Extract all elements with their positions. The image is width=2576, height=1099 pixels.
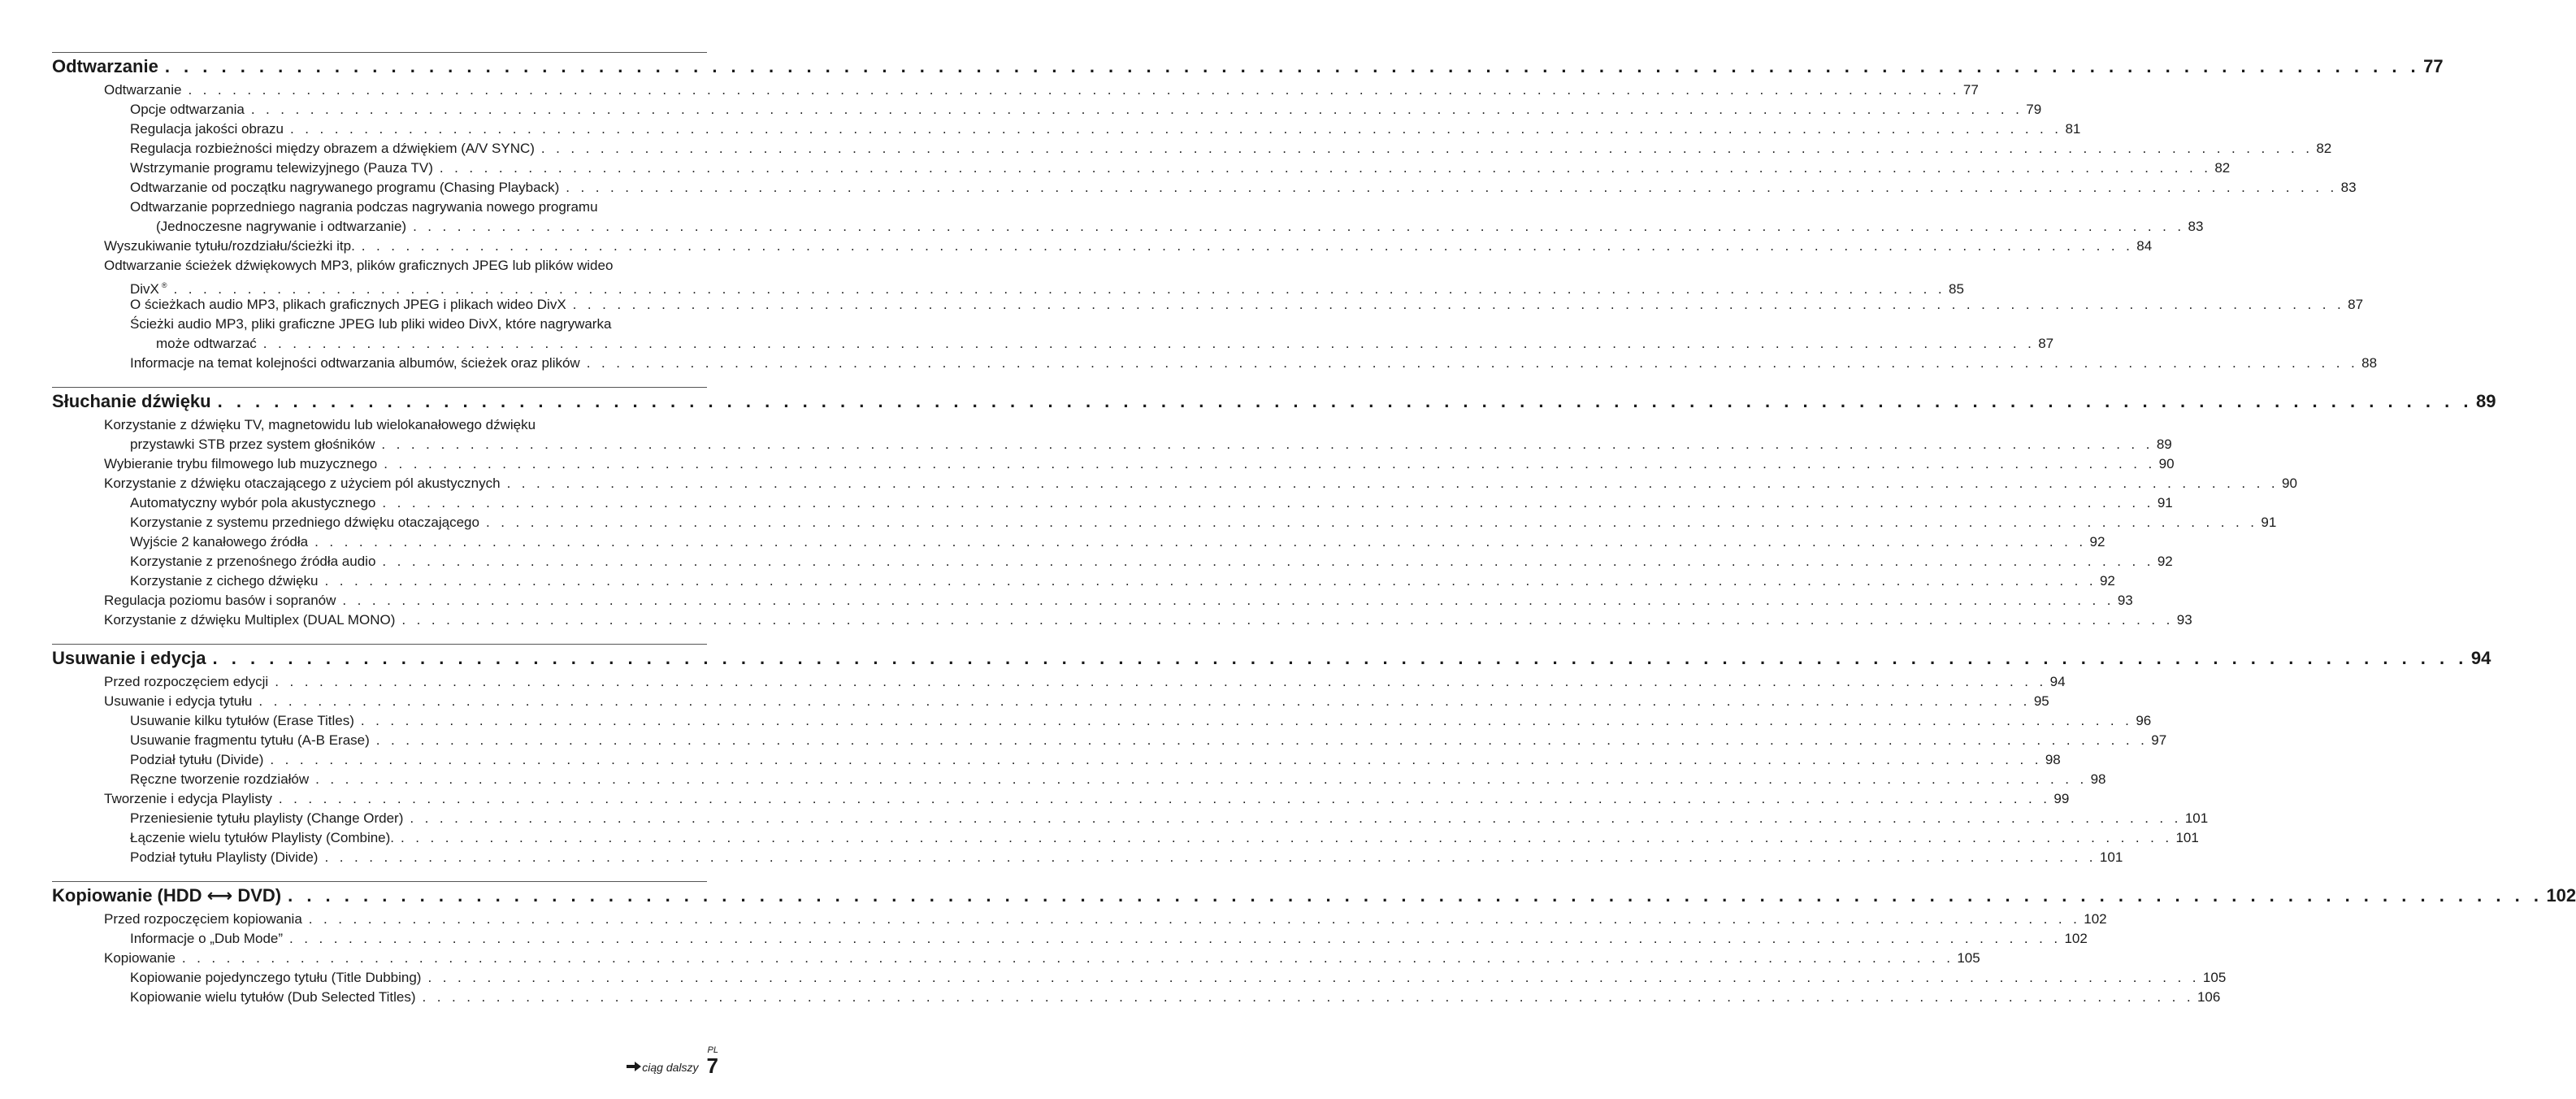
dot-leader: . . . . . . . . . . . . . . . . . . . . . . . . . . . . . . . . . . . . . . . . . . . . . . . . . . . . . . . . . . . . . . . . . . . . . . . . . . . . . . . . . . . . . . . . . . . . . . . . . . . . . . . . . . . . . . . . . . . . . . . .	[382, 554, 2154, 569]
entry-page-number: 83	[2340, 180, 2357, 195]
entry-text: Ścieżki audio MP3, pliki graficzne JPEG lub pliki wideo DivX, które nagrywarka	[130, 316, 612, 332]
toc-entry[interactable]	[52, 474, 2297, 493]
section-title: Usuwanie i edycja	[52, 648, 206, 668]
dot-leader: . . . . . . . . . . . . . . . . . . . . . . . . . . . . . . . . . . . . . . . . . . . . . . . . . . . . . . . . . . . . . . . . . . . . . . . . . . . . . . . . . . . . . . . . . . . . . . . . . . . . . . . . . . . . . . . . . . . . . . . .	[288, 885, 2543, 906]
entry-title	[104, 415, 536, 435]
dot-leader: . . . . . . . . . . . . . . . . . . . . . . . . . . . . . . . . . . . . . . . . . . . . . . . . . . . . . . . . . . . . . . . . . . . . . . . . . . . . . . . . . . . . . . . . . . . . . . . . . . . . . . . . . . . . . . . . . . . . . . . .	[164, 56, 2421, 76]
entry-title	[130, 731, 370, 750]
entry-text: Korzystanie z dźwięku Multiplex (DUAL MONO)	[104, 612, 396, 628]
section-page-number: 102	[2546, 885, 2576, 906]
entry-text: Korzystanie z cichego dźwięku	[130, 573, 319, 589]
entry-page-number: 87	[2038, 336, 2054, 351]
toc-entry[interactable]	[52, 968, 2227, 988]
entry-page-number: 87	[2348, 297, 2364, 312]
entry-page-number: 85	[1948, 281, 1964, 297]
entry-text: Automatyczny wybór pola akustycznego	[130, 495, 376, 510]
entry-page-number: 77	[1962, 82, 1979, 98]
dot-leader: . . . . . . . . . . . . . . . . . . . . . . . . . . . . . . . . . . . . . . . . . . . . . . . . . . . . . . . . . . . . . . . . . . . . . . . . . . . . . . . . . . . . . . . . . . . . . . . . . . . . . . . . . . . . . . . . . . . . . . . .	[324, 573, 2097, 589]
entry-title	[130, 178, 559, 198]
toc-entry[interactable]	[52, 454, 2175, 474]
toc-entry[interactable]	[52, 770, 2106, 789]
toc-entry[interactable]	[52, 809, 2209, 828]
toc-entry[interactable]	[52, 256, 707, 276]
entry-text: Podział tytułu (Divide)	[130, 752, 264, 767]
entry-text: może odtwarzać	[156, 336, 257, 351]
toc-entry[interactable]	[52, 591, 2133, 610]
toc-entry[interactable]	[52, 198, 707, 217]
entry-page-number: 88	[2361, 355, 2378, 371]
entry-text: Podział tytułu Playlisty (Divide)	[130, 849, 319, 865]
entry-text: Ręczne tworzenie rozdziałów	[130, 771, 310, 787]
entry-text: O ścieżkach audio MP3, plikach graficznych JPEG i plikach wideo DivX	[130, 297, 566, 312]
entry-page-number: 101	[2099, 849, 2123, 865]
entry-page-number: 98	[2045, 752, 2061, 767]
entry-text: Opcje odtwarzania	[130, 102, 245, 117]
entry-text: Wyszukiwanie tytułu/rozdziału/ścieżki itp.	[104, 238, 355, 254]
entry-page-number: 93	[2117, 593, 2133, 608]
entry-title	[130, 435, 375, 454]
section-page-number: 89	[2475, 391, 2496, 411]
toc-entry[interactable]	[52, 119, 2081, 139]
dot-leader: . . . . . . . . . . . . . . . . . . . . . . . . . . . . . . . . . . . . . . . . . . . . . . . . . . . . . . . . . . . . . . . . . . . . . . . . . . . . . . . . . . . . . . . . . . . . . . . . . . . . . . . . . . . . . . . . . . . . . . . .	[361, 238, 2134, 254]
entry-text: Usuwanie kilku tytułów (Erase Titles)	[130, 713, 354, 728]
dot-leader: . . . . . . . . . . . . . . . . . . . . . . . . . . . . . . . . . . . . . . . . . . . . . . . . . . . . . . . . . . . . . . . . . . . . . . . . . . . . . . . . . . . . . . . . . . . . . . . . . . . . . . . . . . . . . . . . . . . . . . . .	[278, 791, 2051, 806]
entry-page-number: 98	[2090, 771, 2106, 787]
entry-title	[104, 910, 302, 929]
arrow-right-icon	[627, 1061, 641, 1074]
entry-text: Kopiowanie wielu tytułów (Dub Selected Titles)	[130, 989, 416, 1005]
dot-leader: . . . . . . . . . . . . . . . . . . . . . . . . . . . . . . . . . . . . . . . . . . . . . . . . . . . . . . . . . . . . . . . . . . . . . . . . . . . . . . . . . . . . . . . . . . . . . . . . . . . . . . . . . . . . . . . . . . . . . . . .	[181, 950, 1954, 966]
entry-title	[130, 198, 598, 217]
entry-text: przystawki STB przez system głośników	[130, 437, 375, 452]
dot-leader: . . . . . . . . . . . . . . . . . . . . . . . . . . . . . . . . . . . . . . . . . . . . . . . . . . . . . . . . . . . . . . . . . . . . . . . . . . . . . . . . . . . . . . . . . . . . . . . . . . . . . . . . . . . . . . . . . . . . . . . .	[506, 476, 2279, 491]
entry-title	[130, 848, 318, 867]
dot-leader: . . . . . . . . . . . . . . . . . . . . . . . . . . . . . . . . . . . . . . . . . . . . . . . . . . . . . . . . . . . . . . . . . . . . . . . . . . . . . . . . . . . . . . . . . . . . . . . . . . . . . . . . . . . . . . . . . . . . . . . .	[275, 674, 2047, 689]
dot-leader: . . . . . . . . . . . . . . . . . . . . . . . . . . . . . . . . . . . . . . . . . . . . . . . . . . . . . . . . . . . . . . . . . . . . . . . . . . . . . . . . . . . . . . . . . . . . . . . . . . . . . . . . . . . . . . . . . . . . . . . .	[270, 752, 2042, 767]
entry-page-number: 83	[2188, 219, 2204, 234]
toc-entry[interactable]	[52, 315, 707, 334]
entry-text: Wyjście 2 kanałowego źródła	[130, 534, 309, 550]
toc-section	[52, 387, 2496, 644]
dot-leader: . . . . . . . . . . . . . . . . . . . . . . . . . . . . . . . . . . . . . . . . . . . . . . . . . . . . . . . . . . . . . . . . . . . . . . . . . . . . . . . . . . . . . . . . . . . . . . . . . . . . . . . . . . . . . . . . . . . . . . . .	[401, 830, 2173, 845]
toc-entry[interactable]	[52, 828, 2199, 848]
entry-title	[104, 949, 176, 968]
entry-page-number: 105	[2202, 970, 2227, 985]
entry-page-number: 81	[2065, 121, 2081, 137]
table-of-contents	[52, 52, 2576, 1021]
dot-leader: . . . . . . . . . . . . . . . . . . . . . . . . . . . . . . . . . . . . . . . . . . . . . . . . . . . . . . . . . . . . . . . . . . . . . . . . . . . . . . . . . . . . . . . . . . . . . . . . . . . . . . . . . . . . . . . . . . . . . . . .	[262, 336, 2036, 351]
entry-title	[130, 139, 535, 159]
toc-entry[interactable]	[52, 692, 2049, 711]
entry-text: Korzystanie z dźwięku TV, magnetowidu lub wielokanałowego dźwięku	[104, 417, 536, 432]
entry-title	[130, 750, 263, 770]
toc-entry[interactable]	[52, 295, 2364, 315]
toc-section	[52, 52, 2444, 387]
entry-title	[130, 929, 283, 949]
entry-title	[130, 828, 394, 848]
entry-page-number: 95	[2033, 693, 2049, 709]
entry-text: Korzystanie z systemu przedniego dźwięku otaczającego	[130, 515, 479, 530]
toc-entry[interactable]	[52, 532, 2105, 552]
toc-entry[interactable]	[52, 334, 2054, 354]
entry-title	[130, 770, 309, 789]
dot-leader: . . . . . . . . . . . . . . . . . . . . . . . . . . . . . . . . . . . . . . . . . . . . . . . . . . . . . . . . . . . . . . . . . . . . . . . . . . . . . . . . . . . . . . . . . . . . . . . . . . . . . . . . . . . . . . . . . . . . . . . .	[485, 515, 2258, 530]
entry-text: Regulacja jakości obrazu	[130, 121, 284, 137]
toc-entry[interactable]	[52, 237, 2153, 256]
entry-page-number: 82	[2214, 160, 2231, 176]
section-heading[interactable]	[52, 645, 2491, 672]
entry-text: Regulacja rozbieżności między obrazem a dźwiękiem (A/V SYNC)	[130, 141, 535, 156]
entry-title	[130, 159, 433, 178]
dot-leader: . . . . . . . . . . . . . . . . . . . . . . . . . . . . . . . . . . . . . . . . . . . . . . . . . . . . . . . . . . . . . . . . . . . . . . . . . . . . . . . . . . . . . . . . . . . . . . . . . . . . . . . . . . . . . . . . . . . . . . . .	[250, 102, 2023, 117]
entry-text: (Jednoczesne nagrywanie i odtwarzanie)	[156, 219, 407, 234]
entry-title	[130, 315, 611, 334]
entry-page-number: 101	[2175, 830, 2199, 845]
entry-title	[104, 80, 181, 100]
entry-title	[130, 295, 566, 315]
toc-entry[interactable]	[52, 354, 2378, 373]
entry-page-number: 90	[2282, 476, 2297, 491]
entry-page-number: 89	[2156, 437, 2172, 452]
page-footer	[627, 1045, 718, 1076]
toc-entry[interactable]	[52, 610, 2192, 630]
dot-leader: . . . . . . . . . . . . . . . . . . . . . . . . . . . . . . . . . . . . . . . . . . . . . . . . . . . . . . . . . . . . . . . . . . . . . . . . . . . . . . . . . . . . . . . . . . . . . . . . . . . . . . . . . . . . . . . . . . . . . . . .	[384, 456, 2156, 471]
dot-leader: . . . . . . . . . . . . . . . . . . . . . . . . . . . . . . . . . . . . . . . . . . . . . . . . . . . . . . . . . . . . . . . . . . . . . . . . . . . . . . . . . . . . . . . . . . . . . . . . . . . . . . . . . . . . . . . . . . . . . . . .	[439, 160, 2212, 176]
entry-title	[156, 217, 406, 237]
toc-entry[interactable]	[52, 711, 2152, 731]
toc-entry[interactable]	[52, 415, 707, 435]
entry-text: Usuwanie fragmentu tytułu (A-B Erase)	[130, 732, 370, 748]
language-code: PL	[707, 1045, 718, 1055]
entry-page-number: 96	[2136, 713, 2152, 728]
registered-mark: ®	[161, 281, 167, 289]
entry-page-number: 82	[2316, 141, 2332, 156]
dot-leader: . . . . . . . . . . . . . . . . . . . . . . . . . . . . . . . . . . . . . . . . . . . . . . . . . . . . . . . . . . . . . . . . . . . . . . . . . . . . . . . . . . . . . . . . . . . . . . . . . . . . . . . . . . . . . . . . . . . . . . . .	[410, 810, 2182, 826]
section-title: Kopiowanie (HDD ⟷ DVD)	[52, 885, 282, 906]
entry-title	[104, 672, 268, 692]
entry-page-number: 90	[2158, 456, 2175, 471]
toc-section	[52, 644, 2491, 881]
entry-page-number: 79	[2026, 102, 2042, 117]
toc-entry[interactable]	[52, 672, 2066, 692]
entry-title	[130, 988, 416, 1007]
entry-text: DivX	[130, 281, 159, 297]
toc-entry[interactable]	[52, 929, 2088, 949]
entry-text: Kopiowanie	[104, 950, 176, 966]
dot-leader: . . . . . . . . . . . . . . . . . . . . . . . . . . . . . . . . . . . . . . . . . . . . . . . . . . . . . . . . . . . . . . . . . . . . . . . . . . . . . . . . . . . . . . . . . . . . . . . . . . . . . . . . . . . . . . . . . . . . . . . .	[401, 612, 2174, 628]
entry-text: Wstrzymanie programu telewizyjnego (Pauza TV)	[130, 160, 433, 176]
toc-entry[interactable]	[52, 848, 2123, 867]
section-heading[interactable]	[52, 53, 2444, 80]
toc-entry[interactable]	[52, 139, 2332, 159]
dot-leader: . . . . . . . . . . . . . . . . . . . . . . . . . . . . . . . . . . . . . . . . . . . . . . . . . . . . . . . . . . . . . . . . . . . . . . . . . . . . . . . . . . . . . . . . . . . . . . . . . . . . . . . . . . . . . . . . . . . . . . . .	[290, 121, 2062, 137]
toc-entry[interactable]	[52, 80, 1979, 100]
dot-leader: . . . . . . . . . . . . . . . . . . . . . . . . . . . . . . . . . . . . . . . . . . . . . . . . . . . . . . . . . . . . . . . . . . . . . . . . . . . . . . . . . . . . . . . . . . . . . . . . . . . . . . . . . . . . . . . . . . . . . . . .	[324, 849, 2097, 865]
entry-title	[130, 354, 580, 373]
section-heading[interactable]	[52, 882, 2576, 910]
entry-page-number: 101	[2184, 810, 2209, 826]
dot-leader: . . . . . . . . . . . . . . . . . . . . . . . . . . . . . . . . . . . . . . . . . . . . . . . . . . . . . . . . . . . . . . . . . . . . . . . . . . . . . . . . . . . . . . . . . . . . . . . . . . . . . . . . . . . . . . . . . . . . . . . .	[566, 180, 2338, 195]
toc-entry[interactable]	[52, 513, 2277, 532]
section-title: Słuchanie dźwięku	[52, 391, 211, 411]
entry-page-number: 99	[2053, 791, 2070, 806]
entry-title	[130, 100, 245, 119]
entry-text: Przeniesienie tytułu playlisty (Change Order)	[130, 810, 404, 826]
toc-section	[52, 881, 2576, 1021]
entry-title	[156, 334, 257, 354]
entry-page-number: 102	[2064, 931, 2088, 946]
section-page-number: 77	[2423, 56, 2444, 76]
toc-entry[interactable]	[52, 949, 1980, 968]
entry-page-number: 91	[2261, 515, 2277, 530]
entry-page-number: 105	[1957, 950, 1980, 966]
toc-entry[interactable]	[52, 100, 2042, 119]
entry-text: Odtwarzanie od początku nagrywanego programu (Chasing Playback)	[130, 180, 560, 195]
section-title: Odtwarzanie	[52, 56, 158, 76]
entry-title	[104, 454, 377, 474]
toc-entry[interactable]	[52, 276, 1964, 297]
toc-entry[interactable]	[52, 731, 2167, 750]
entry-text: Przed rozpoczęciem kopiowania	[104, 911, 302, 927]
dot-leader: . . . . . . . . . . . . . . . . . . . . . . . . . . . . . . . . . . . . . . . . . . . . . . . . . . . . . . . . . . . . . . . . . . . . . . . . . . . . . . . . . . . . . . . . . . . . . . . . . . . . . . . . . . . . . . . . . . . . . . . .	[381, 437, 2153, 452]
dot-leader: . . . . . . . . . . . . . . . . . . . . . . . . . . . . . . . . . . . . . . . . . . . . . . . . . . . . . . . . . . . . . . . . . . . . . . . . . . . . . . . . . . . . . . . . . . . . . . . . . . . . . . . . . . . . . . . . . . . . . . . .	[375, 732, 2149, 748]
page-number: 7	[706, 1053, 718, 1078]
toc-entry[interactable]	[52, 552, 2173, 571]
dot-leader: . . . . . . . . . . . . . . . . . . . . . . . . . . . . . . . . . . . . . . . . . . . . . . . . . . . . . . . . . . . . . . . . . . . . . . . . . . . . . . . . . . . . . . . . . . . . . . . . . . . . . . . . . . . . . . . . . . . . . . . .	[188, 82, 1960, 98]
entry-text: Tworzenie i edycja Playlisty	[104, 791, 272, 806]
section-page-number: 94	[2470, 648, 2491, 668]
entry-page-number: 93	[2176, 612, 2192, 628]
entry-title	[104, 610, 395, 630]
entry-title	[104, 474, 501, 493]
section-heading[interactable]	[52, 388, 2496, 415]
dot-leader: . . . . . . . . . . . . . . . . . . . . . . . . . . . . . . . . . . . . . . . . . . . . . . . . . . . . . . . . . . . . . . . . . . . . . . . . . . . . . . . . . . . . . . . . . . . . . . . . . . . . . . . . . . . . . . . . . . . . . . . .	[258, 693, 2031, 709]
entry-title	[104, 591, 336, 610]
dot-leader: . . . . . . . . . . . . . . . . . . . . . . . . . . . . . . . . . . . . . . . . . . . . . . . . . . . . . . . . . . . . . . . . . . . . . . . . . . . . . . . . . . . . . . . . . . . . . . . . . . . . . . . . . . . . . . . . . . . . . . . .	[586, 355, 2359, 371]
entry-page-number: 106	[2197, 989, 2221, 1005]
dot-leader: . . . . . . . . . . . . . . . . . . . . . . . . . . . . . . . . . . . . . . . . . . . . . . . . . . . . . . . . . . . . . . . . . . . . . . . . . . . . . . . . . . . . . . . . . . . . . . . . . . . . . . . . . . . . . . . . . . . . . . . .	[212, 648, 2468, 668]
entry-text: Korzystanie z przenośnego źródła audio	[130, 554, 376, 569]
toc-entry[interactable]	[52, 571, 2115, 591]
entry-page-number: 92	[2099, 573, 2115, 589]
dot-leader: . . . . . . . . . . . . . . . . . . . . . . . . . . . . . . . . . . . . . . . . . . . . . . . . . . . . . . . . . . . . . . . . . . . . . . . . . . . . . . . . . . . . . . . . . . . . . . . . . . . . . . . . . . . . . . . . . . . . . . . .	[382, 495, 2154, 510]
toc-entry[interactable]	[52, 910, 2107, 929]
dot-leader: . . . . . . . . . . . . . . . . . . . . . . . . . . . . . . . . . . . . . . . . . . . . . . . . . . . . . . . . . . . . . . . . . . . . . . . . . . . . . . . . . . . . . . . . . . . . . . . . . . . . . . . . . . . . . . . . . . . . . . . .	[342, 593, 2114, 608]
toc-entry[interactable]	[52, 435, 2172, 454]
entry-text: Regulacja poziomu basów i sopranów	[104, 593, 336, 608]
toc-entry[interactable]	[52, 789, 2070, 809]
entry-text: Informacje o „Dub Mode”	[130, 931, 284, 946]
continued-note	[627, 1061, 698, 1074]
entry-text: Odtwarzanie ścieżek dźwiękowych MP3, plików graficznych JPEG lub plików wideo	[104, 258, 614, 273]
entry-title	[104, 237, 355, 256]
entry-title	[130, 968, 421, 988]
entry-title	[104, 256, 613, 276]
entry-text: Przed rozpoczęciem edycji	[104, 674, 269, 689]
dot-leader: . . . . . . . . . . . . . . . . . . . . . . . . . . . . . . . . . . . . . . . . . . . . . . . . . . . . . . . . . . . . . . . . . . . . . . . . . . . . . . . . . . . . . . . . . . . . . . . . . . . . . . . . . . . . . . . . . . . . . . . .	[308, 911, 2081, 927]
entry-text: Usuwanie i edycja tytułu	[104, 693, 253, 709]
entry-title	[130, 119, 284, 139]
entry-title	[104, 789, 272, 809]
dot-leader: . . . . . . . . . . . . . . . . . . . . . . . . . . . . . . . . . . . . . . . . . . . . . . . . . . . . . . . . . . . . . . . . . . . . . . . . . . . . . . . . . . . . . . . . . . . . . . . . . . . . . . . . . . . . . . . . . . . . . . . .	[540, 141, 2314, 156]
entry-text: Wybieranie trybu filmowego lub muzycznego	[104, 456, 378, 471]
toc-entry[interactable]	[52, 988, 2221, 1007]
continued-label: ciąg dalszy	[642, 1061, 699, 1074]
entry-title	[130, 809, 403, 828]
entry-text: Łączenie wielu tytułów Playlisty (Combine).	[130, 830, 395, 845]
dot-leader: . . . . . . . . . . . . . . . . . . . . . . . . . . . . . . . . . . . . . . . . . . . . . . . . . . . . . . . . . . . . . . . . . . . . . . . . . . . . . . . . . . . . . . . . . . . . . . . . . . . . . . . . . . . . . . . . . . . . . . . .	[314, 534, 2087, 550]
toc-entry[interactable]	[52, 217, 2204, 237]
entry-page-number: 84	[2136, 238, 2153, 254]
dot-leader: . . . . . . . . . . . . . . . . . . . . . . . . . . . . . . . . . . . . . . . . . . . . . . . . . . . . . . . . . . . . . . . . . . . . . . . . . . . . . . . . . . . . . . . . . . . . . . . . . . . . . . . . . . . . . . . . . . . . . . . .	[427, 970, 2200, 985]
dot-leader: . . . . . . . . . . . . . . . . . . . . . . . . . . . . . . . . . . . . . . . . . . . . . . . . . . . . . . . . . . . . . . . . . . . . . . . . . . . . . . . . . . . . . . . . . . . . . . . . . . . . . . . . . . . . . . . . . . . . . . . .	[360, 713, 2133, 728]
dot-leader: . . . . . . . . . . . . . . . . . . . . . . . . . . . . . . . . . . . . . . . . . . . . . . . . . . . . . . . . . . . . . . . . . . . . . . . . . . . . . . . . . . . . . . . . . . . . . . . . . . . . . . . . . . . . . . . . . . . . . . . .	[289, 931, 2062, 946]
dot-leader: . . . . . . . . . . . . . . . . . . . . . . . . . . . . . . . . . . . . . . . . . . . . . . . . . . . . . . . . . . . . . . . . . . . . . . . . . . . . . . . . . . . . . . . . . . . . . . . . . . . . . . . . . . . . . . . . . . . . . . . .	[422, 989, 2194, 1005]
entry-title	[130, 571, 319, 591]
toc-entry[interactable]	[52, 178, 2357, 198]
toc-entry[interactable]	[52, 493, 2173, 513]
dot-leader: . . . . . . . . . . . . . . . . . . . . . . . . . . . . . . . . . . . . . . . . . . . . . . . . . . . . . . . . . . . . . . . . . . . . . . . . . . . . . . . . . . . . . . . . . . . . . . . . . . . . . . . . . . . . . . . . . . . . . . . .	[413, 219, 2185, 234]
dot-leader: . . . . . . . . . . . . . . . . . . . . . . . . . . . . . . . . . . . . . . . . . . . . . . . . . . . . . . . . . . . . . . . . . . . . . . . . . . . . . . . . . . . . . . . . . . . . . . . . . . . . . . . . . . . . . . . . . . . . . . . .	[572, 297, 2345, 312]
entry-page-number: 94	[2049, 674, 2066, 689]
entry-text: Informacje na temat kolejności odtwarzania albumów, ścieżek oraz plików	[130, 355, 580, 371]
entry-page-number: 91	[2157, 495, 2173, 510]
entry-page-number: 92	[2157, 554, 2173, 569]
dot-leader: . . . . . . . . . . . . . . . . . . . . . . . . . . . . . . . . . . . . . . . . . . . . . . . . . . . . . . . . . . . . . . . . . . . . . . . . . . . . . . . . . . . . . . . . . . . . . . . . . . . . . . . . . . . . . . . . . . . . . . . .	[217, 391, 2473, 411]
entry-page-number: 102	[2084, 911, 2107, 927]
dot-leader: . . . . . . . . . . . . . . . . . . . . . . . . . . . . . . . . . . . . . . . . . . . . . . . . . . . . . . . . . . . . . . . . . . . . . . . . . . . . . . . . . . . . . . . . . . . . . . . . . . . . . . . . . . . . . . . . . . . . . . . .	[315, 771, 2088, 787]
entry-text: Kopiowanie pojedynczego tytułu (Title Dubbing)	[130, 970, 422, 985]
entry-page-number: 97	[2151, 732, 2167, 748]
entry-text: Odtwarzanie	[104, 82, 182, 98]
entry-title	[130, 493, 375, 513]
entry-title	[130, 552, 375, 571]
dot-leader: . . . . . . . . . . . . . . . . . . . . . . . . . . . . . . . . . . . . . . . . . . . . . . . . . . . . . . . . . . . . . . . . . . . . . . . . . . . . . . . . . . . . . . . . . . . . . . . . . . . . . . . . . . . . . . . . . . . . . . . .	[173, 281, 1945, 297]
entry-title	[130, 532, 308, 552]
entry-title	[130, 711, 354, 731]
entry-title	[130, 513, 479, 532]
entry-page-number: 92	[2089, 534, 2105, 550]
toc-entry[interactable]	[52, 750, 2061, 770]
entry-text: Odtwarzanie poprzedniego nagrania podczas nagrywania nowego programu	[130, 199, 598, 215]
toc-entry[interactable]	[52, 159, 2231, 178]
entry-text: Korzystanie z dźwięku otaczającego z użyciem pól akustycznych	[104, 476, 501, 491]
entry-title	[104, 692, 252, 711]
